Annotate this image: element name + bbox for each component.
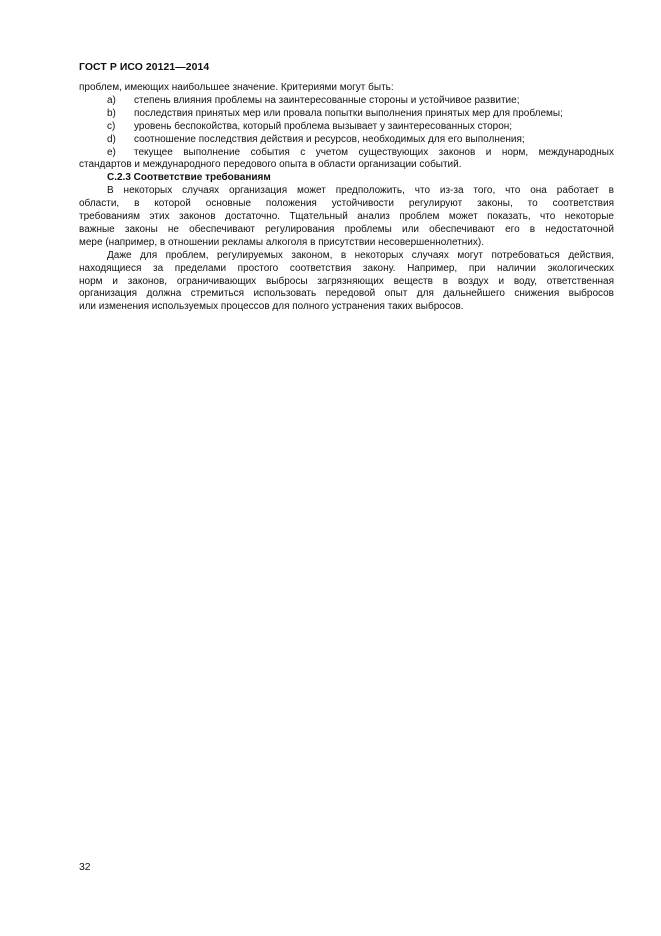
criteria-marker: d): [107, 133, 116, 145]
criteria-marker: c): [107, 120, 116, 132]
intro-line: проблем, имеющих наибольшее значение. Критериями могут быть:: [79, 82, 394, 93]
paragraph-line: требованиям этих законов достаточно. Тщательный анализ проблем может показать, что некоторые: [79, 211, 614, 223]
criteria-marker: e): [107, 146, 116, 158]
document-header-title: ГОСТ Р ИСО 20121—2014: [79, 62, 210, 73]
criteria-item-a: [79, 95, 614, 108]
section-heading: С.2.3 Соответствие требованиям: [107, 172, 271, 184]
criteria-continuation: стандартов и международного передового опыта в области организации событий.: [79, 159, 462, 171]
criteria-text: последствия принятых мер или провала попытки выполнения принятых мер для проблемы;: [134, 107, 563, 119]
criteria-item-e: [79, 147, 614, 160]
criteria-item-b: [79, 108, 614, 121]
criteria-text: степень влияния проблемы на заинтересованные стороны и устойчивое развитие;: [134, 94, 520, 106]
paragraph-line: мере (например, в отношении рекламы алкоголя в присутствии несовершеннолетних).: [79, 236, 484, 248]
criteria-item-d: [79, 134, 614, 147]
criteria-text: соотношение последствия действия и ресурсов, необходимых для его выполнения;: [134, 133, 525, 145]
criteria-item-c: [79, 121, 614, 134]
paragraph-line: области, в которой основные положения устойчивости регулируют законы, то соответствия: [79, 198, 614, 210]
paragraph-line: норм и законов, ограничивающих выбросы загрязняющих веществ в воздух и воду, ответственная: [79, 275, 614, 287]
document-body: [79, 82, 614, 314]
criteria-marker: a): [107, 94, 116, 106]
criteria-text: текущее выполнение события с учетом существующих законов и норм, международных: [134, 146, 614, 158]
paragraph-line: В некоторых случаях организация может предположить, что из-за того, что она работает в: [107, 185, 614, 197]
paragraph-line: или изменения используемых процессов для полного устранения таких выбросов.: [79, 301, 464, 313]
paragraph-line: организация должна стремиться использовать передовой опыт для дальнейшего снижения выбросов: [79, 288, 614, 300]
paragraph-line: находящиеся за пределами простого соответствия закону. Например, при наличии экологических: [79, 262, 614, 274]
criteria-text: уровень беспокойства, который проблема вызывает у заинтересованных сторон;: [134, 120, 513, 132]
criteria-marker: b): [107, 107, 116, 119]
page-number: 32: [79, 862, 91, 873]
paragraph-line: Даже для проблем, регулируемых законом, в некоторых случаях могут потребоваться действия,: [107, 249, 614, 261]
paragraph-line: важные законы не обеспечивают регулирования проблемы или обеспечивают его в недостаточной: [79, 223, 614, 235]
